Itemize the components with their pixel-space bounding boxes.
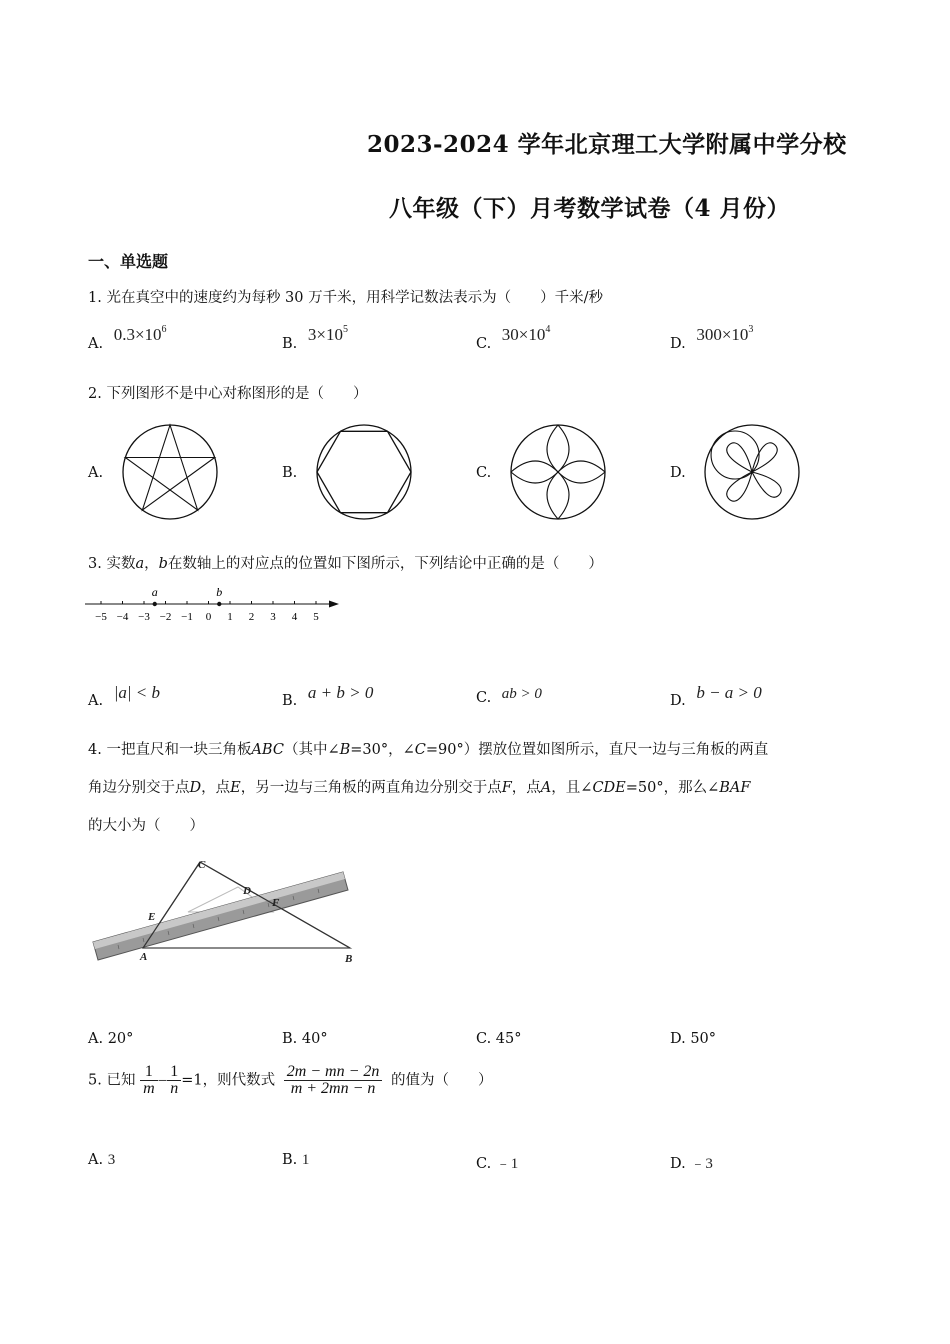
number-line-tick-label: −1 xyxy=(181,611,193,623)
label-d: D xyxy=(243,885,251,897)
q5-option-d: D. ﹣3 xyxy=(670,1156,713,1172)
number-line-tick-label: −2 xyxy=(159,611,172,623)
q5-stem: 5. 已知 $\frac{1}{m}$ − $\frac{1}{n}$ =1，则代数式 $\frac{2m - mn - 2n}{m + 2mn - n}$ 的值为（ ） xyxy=(88,1063,493,1097)
q2-option-b-label: B. xyxy=(282,465,298,481)
q1-option-b-value: $3\times 10^5$ xyxy=(307,324,348,344)
q2-stem: 2. 下列图形不是中心对称图形的是（ ） xyxy=(88,386,368,402)
label-c: C xyxy=(198,859,206,871)
label-a: A xyxy=(140,951,148,963)
q3-option-d: D. b − a > 0 xyxy=(670,683,762,709)
circle-hexagon-icon xyxy=(314,422,414,522)
q3-option-a: A. |a| < b xyxy=(88,683,161,709)
number-line-tick-label: 3 xyxy=(270,611,276,623)
q4-option-d: D. 50° xyxy=(670,1031,717,1047)
q5-option-b: B. 1 xyxy=(282,1152,310,1168)
ruler-triangle-figure xyxy=(88,852,363,967)
q2-option-c-label: C. xyxy=(476,465,492,481)
label-b: B xyxy=(345,953,353,965)
q1-option-d: D. $300\times 10^3$ xyxy=(670,324,754,352)
q4-option-b: B. 40° xyxy=(282,1031,328,1047)
section-heading: 一、单选题 xyxy=(88,252,169,271)
point-a-label: a xyxy=(151,585,158,599)
circle-pinwheel-icon xyxy=(508,422,608,522)
q1-option-a: A. $0.3\times 10^6$ xyxy=(88,324,167,352)
number-line xyxy=(85,580,345,630)
q3-option-c: C. ab > 0 xyxy=(476,686,542,706)
q5-option-a: A. 3 xyxy=(88,1152,116,1168)
q1-option-d-value: $300\times 10^3$ xyxy=(696,324,754,344)
q4-line1: 4. 一把直尺和一块三角板ABC（其中∠B=30°，∠C=90°）摆放位置如图所示，直尺一边与三角板的两直 xyxy=(88,742,769,758)
number-line-tick-label: 1 xyxy=(227,611,233,623)
title-line1: 2023-2024 学年北京理工大学附属中学分校 xyxy=(367,131,847,158)
q2-option-d-label: D. xyxy=(670,465,686,481)
point-b xyxy=(217,602,221,606)
number-line-tick-label: −5 xyxy=(95,611,107,623)
fraction-1-over-m: $\frac{1}{m}$ xyxy=(140,1064,158,1097)
number-line-tick-label: −3 xyxy=(138,611,150,623)
fraction-1-over-n: $\frac{1}{n}$ xyxy=(167,1064,181,1097)
q1-option-c: C. $30\times 10^4$ xyxy=(476,324,551,352)
number-line-tick-label: −4 xyxy=(116,611,129,623)
circle-four-petal-icon xyxy=(702,422,802,522)
number-line-tick-label: 5 xyxy=(313,611,319,623)
point-a xyxy=(153,602,157,606)
q5-option-c: C. ﹣1 xyxy=(476,1156,519,1172)
q2-option-a-label: A. xyxy=(88,465,104,481)
number-line-tick-label: 0 xyxy=(205,611,212,623)
label-e: E xyxy=(148,911,156,923)
q4-line2: 角边分别交于点D，点E，另一边与三角板的两直角边分别交于点F，点A，且∠CDE=50°，那么∠BAF xyxy=(88,780,751,796)
q4-line3: 的大小为（ ） xyxy=(88,818,204,834)
number-line-arrow xyxy=(329,601,339,608)
q1-stem: 1. 光在真空中的速度约为每秒 30 万千米，用科学记数法表示为（ ）千米/秒 xyxy=(88,290,603,306)
point-b-label: b xyxy=(216,585,223,599)
q1-option-a-value: $0.3\times 10^6$ xyxy=(113,324,167,344)
q3-option-b: B. a + b > 0 xyxy=(282,683,374,709)
number-line-tick-label: 2 xyxy=(248,611,255,623)
label-f: F xyxy=(272,897,280,909)
q4-option-c: C. 45° xyxy=(476,1031,522,1047)
circle-star-icon xyxy=(120,422,220,522)
title-line2: 八年级（下）月考数学试卷（4 月份） xyxy=(389,195,791,222)
q4-option-a: A. 20° xyxy=(88,1031,134,1047)
q3-stem: 3. 实数a，b在数轴上的对应点的位置如下图所示，下列结论中正确的是（ ） xyxy=(88,556,603,572)
q1-option-b: B. $3\times 10^5$ xyxy=(282,324,348,352)
number-line-tick-label: 4 xyxy=(291,611,298,623)
fraction-expression: $\frac{2m - mn - 2n}{m + 2mn - n}$ xyxy=(284,1064,383,1097)
q1-option-c-value: $30\times 10^4$ xyxy=(501,324,551,344)
